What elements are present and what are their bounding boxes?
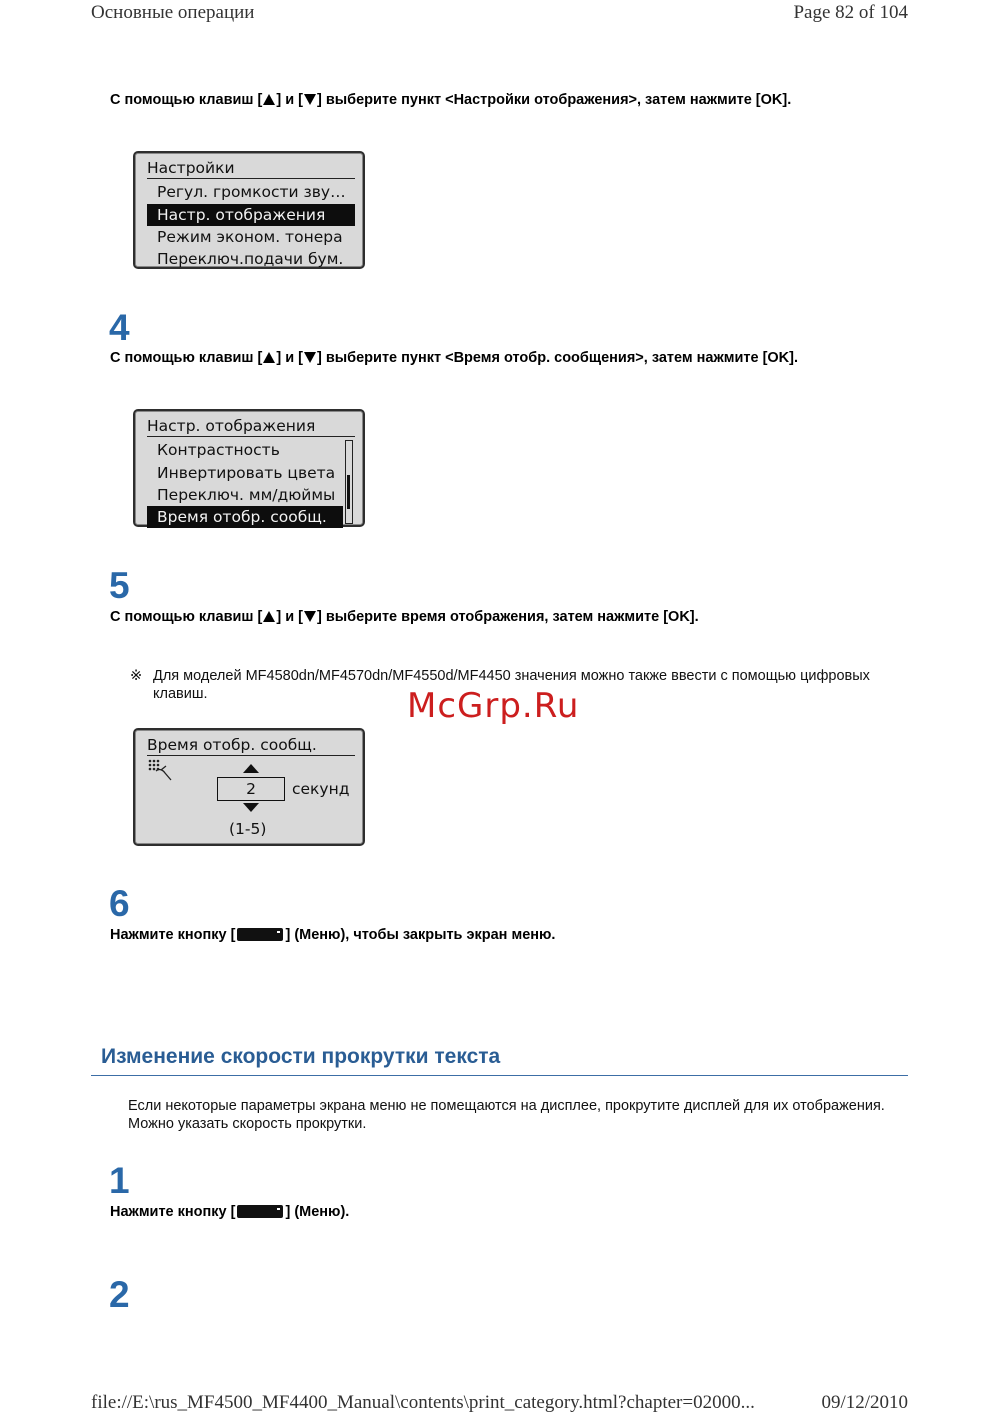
value-down-arrow-icon — [243, 803, 259, 812]
lcd-menu-item: Переключ.подачи бум. — [157, 250, 344, 268]
page-header-title: Основные операции — [91, 2, 255, 23]
step-number-5: 5 — [109, 565, 130, 606]
lcd-title: Время отобр. сообщ. — [147, 735, 355, 756]
watermark: McGrp.Ru — [407, 686, 580, 726]
lcd-menu-item: Режим эконом. тонера — [157, 228, 343, 246]
lcd-scrollbar-thumb — [347, 475, 350, 509]
value-unit: секунд — [292, 780, 350, 798]
instruction-step-3 — [110, 92, 791, 108]
keypad-hand-icon — [147, 758, 175, 782]
lcd-menu-item-selected: Настр. отображения — [147, 204, 355, 226]
footer-file-path: file://E:\rus_MF4500_MF4400_Manual\contents\print_category.html?chapter=02000... — [91, 1392, 755, 1413]
lcd-menu-item: Инвертировать цвета — [157, 464, 336, 482]
instruction-text: С помощью клавиш [ — [110, 350, 263, 366]
footer-date: 09/12/2010 — [821, 1392, 908, 1413]
lcd-screen-settings — [133, 151, 365, 269]
lcd-screen-display-settings — [133, 409, 365, 527]
section-divider — [91, 1075, 908, 1076]
instruction-text: С помощью клавиш [ — [110, 609, 263, 625]
instruction-text: Нажмите кнопку [ — [110, 1204, 236, 1220]
section-title: Изменение скорости прокрутки текста — [101, 1045, 501, 1068]
instruction-text: ] и [ — [276, 92, 303, 108]
note-mark: ※ — [130, 668, 143, 684]
instruction-text: ] выберите пункт <Время отобр. сообщения>, затем нажмите [OK]. — [317, 350, 798, 366]
up-arrow-icon — [263, 94, 275, 105]
instruction-text: Нажмите кнопку [ — [110, 927, 236, 943]
value-box: 2 — [217, 777, 285, 801]
step-number-1: 1 — [109, 1160, 130, 1201]
instruction-text: ] (Меню). — [285, 1204, 350, 1220]
instruction-text: ] и [ — [276, 350, 303, 366]
menu-key-icon — [237, 1205, 283, 1218]
instruction-text: С помощью клавиш [ — [110, 92, 263, 108]
lcd-menu-item: Переключ. мм/дюймы — [157, 486, 336, 504]
instruction-text: ] и [ — [276, 609, 303, 625]
instruction-text: ] выберите пункт <Настройки отображения>, затем нажмите [OK]. — [317, 92, 792, 108]
lcd-menu-item: Контрастность — [157, 441, 280, 459]
instruction-text: ] (Меню), чтобы закрыть экран меню. — [285, 927, 556, 943]
instruction-step-6 — [110, 927, 555, 943]
value-up-arrow-icon — [243, 764, 259, 773]
section-paragraph: Если некоторые параметры экрана меню не помещаются на дисплее, прокрутите дисплей для их отображения. Можно указать скорость прокрутки. — [128, 1098, 885, 1132]
lcd-scrollbar — [345, 440, 353, 524]
lcd-title: Настройки — [147, 158, 355, 179]
up-arrow-icon — [263, 611, 275, 622]
lcd-screen-message-time — [133, 728, 365, 846]
down-arrow-icon — [304, 352, 316, 363]
down-arrow-icon — [304, 94, 316, 105]
instruction-text: ] выберите время отображения, затем нажмите [OK]. — [317, 609, 699, 625]
page-number: Page 82 of 104 — [793, 2, 908, 23]
lcd-menu-item-selected: Время отобр. сообщ. — [147, 506, 343, 528]
value-range: (1-5) — [229, 820, 267, 838]
instruction-section-step-1 — [110, 1204, 349, 1220]
up-arrow-icon — [263, 352, 275, 363]
instruction-step-4 — [110, 350, 798, 366]
step-number-6: 6 — [109, 883, 130, 924]
step-number-2: 2 — [109, 1274, 130, 1315]
menu-key-icon — [237, 928, 283, 941]
down-arrow-icon — [304, 611, 316, 622]
lcd-menu-item: Регул. громкости зву… — [157, 183, 346, 201]
note-text: Для моделей MF4580dn/MF4570dn/MF4550d/MF4450 значения можно также ввести с помощью цифровых клавиш. — [153, 668, 870, 702]
instruction-step-5 — [110, 609, 699, 625]
step-number-4: 4 — [109, 307, 130, 348]
lcd-title: Настр. отображения — [147, 416, 355, 437]
